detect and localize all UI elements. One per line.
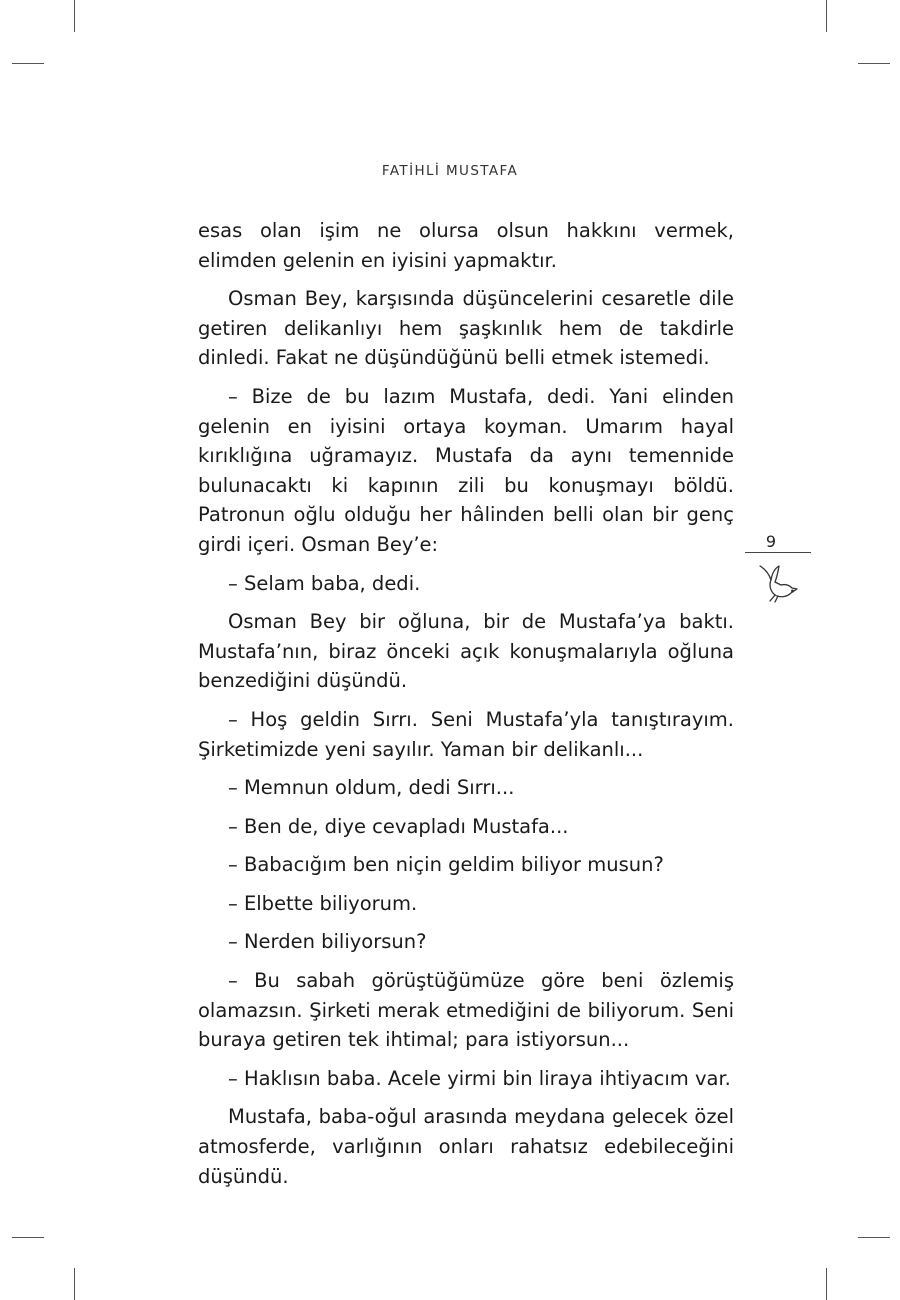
body-text <box>198 216 734 1200</box>
paragraph: Mustafa, baba-oğul arasında meydana gelecek özel atmosferde, varlığının onları rahatsız edebileceğini düşündü. <box>198 1105 734 1188</box>
paragraph: – Memnun oldum, dedi Sırrı... <box>228 776 515 800</box>
dove-icon <box>756 560 802 606</box>
crop-mark-right-top <box>858 63 890 64</box>
paragraph: – Babacığım ben niçin geldim biliyor musun? <box>228 853 664 877</box>
folio-rule <box>745 552 811 553</box>
crop-mark-right-bottom <box>858 1237 890 1238</box>
page-number: 9 <box>765 532 777 551</box>
running-head: FATİHLİ MUSTAFA <box>381 163 519 179</box>
paragraph: Osman Bey bir oğluna, bir de Mustafa’ya baktı. Mustafa’nın, biraz önceki açık konuşmalarıyla oğluna benzediğini düşündü. <box>198 610 734 693</box>
paragraph: – Selam baba, dedi. <box>228 571 421 595</box>
crop-mark-top-left <box>74 0 75 32</box>
paragraph: – Bu sabah görüştüğümüze göre beni özlemiş olamazsın. Şirketi merak etmediğini de biliyorum. Seni buraya getiren tek ihtimal; para istiyorsun... <box>198 969 734 1052</box>
paragraph: – Elbette biliyorum. <box>228 891 418 915</box>
crop-mark-bottom-right <box>826 1268 827 1300</box>
paragraph: – Haklısın baba. Acele yirmi bin liraya ihtiyacım var. <box>228 1066 731 1090</box>
crop-mark-bottom-left <box>74 1268 75 1300</box>
crop-mark-left-top <box>12 63 44 64</box>
crop-mark-left-bottom <box>12 1237 44 1238</box>
paragraph: esas olan işim ne olursa olsun hakkını vermek, elimden gelenin en iyisini yapmaktır. <box>198 219 734 272</box>
paragraph: – Bize de bu lazım Mustafa, dedi. Yani elinden gelenin en iyisini ortaya koyman. Umarım hayal kırıklığına uğramayız. Mustafa da aynı temennide bulunacaktı ki kapının zili bu konuşmayı böldü. Patronun oğlu olduğu her hâlinden belli olan bir genç girdi içeri. Osman Bey’e: <box>198 384 734 556</box>
paragraph: Osman Bey, karşısında düşüncelerini cesaretle dile getiren delikanlıyı hem şaşkınlık hem de takdirle dinledi. Fakat ne düşündüğünü belli etmek istemedi. <box>198 287 734 370</box>
crop-mark-top-right <box>826 0 827 32</box>
paragraph: – Hoş geldin Sırrı. Seni Mustafa’yla tanıştırayım. Şirketimizde yeni sayılır. Yaman bir delikanlı... <box>198 707 734 761</box>
paragraph: – Ben de, diye cevapladı Mustafa... <box>228 814 569 838</box>
paragraph: – Nerden biliyorsun? <box>228 930 427 954</box>
